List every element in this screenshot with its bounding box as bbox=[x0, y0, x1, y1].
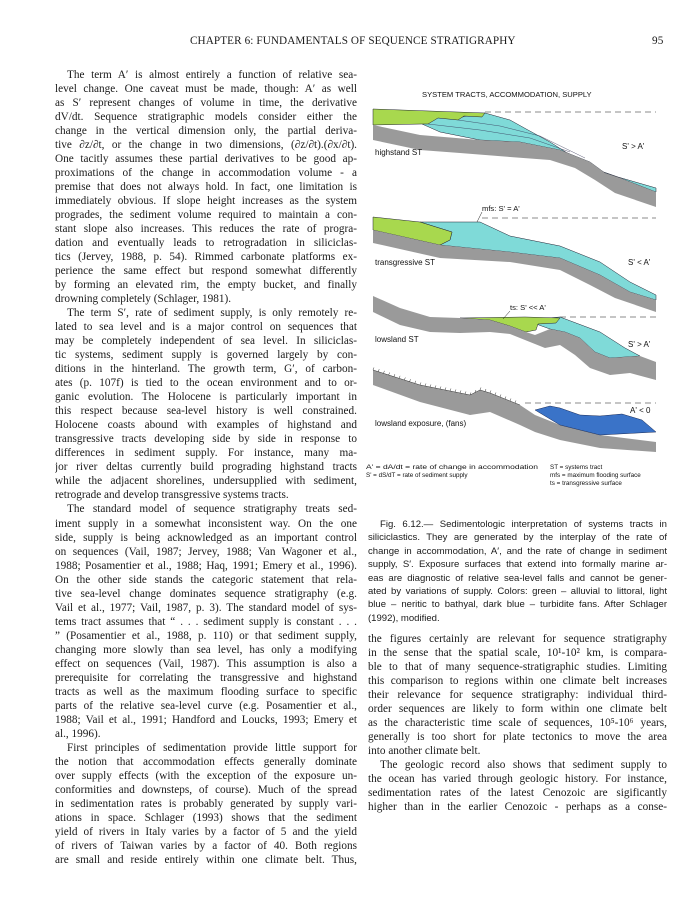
text-line: side, supply is being acknowledged as an important control bbox=[55, 531, 357, 544]
text-line: jor river deltas currently build prograding highstand tracts bbox=[55, 461, 357, 474]
text-line: level change. One caveat must be made, though: A′ as well bbox=[55, 83, 357, 96]
text-line: may be completely independent of sea level. In siliciclas- bbox=[55, 335, 357, 348]
systems-tracts-figure bbox=[360, 80, 660, 500]
text-line: ations in space. Schlager (1993) shows that the sediment bbox=[55, 811, 357, 824]
hatch-tick bbox=[440, 387, 441, 390]
page-number: 95 bbox=[652, 35, 664, 47]
text-line: eas are diagnostic of relative sea-level falls and cannot be gener- bbox=[368, 572, 667, 584]
hatch-tick bbox=[455, 390, 456, 393]
text-line: on sequences (Vail, 1987; Jervey, 1988; Van Wagoner et al., bbox=[55, 545, 357, 558]
panel-highstand bbox=[373, 109, 656, 207]
text-line: siliciclastics. They are generated by the interplay of the rate of bbox=[368, 532, 667, 544]
text-line: ated by variations of supply. Colors: green – alluvial to littoral, light bbox=[368, 585, 667, 597]
text-line: The standard model of sequence stratigraphy treats sed- bbox=[67, 503, 357, 516]
text-line: parts of the relative sea-level curve (e.g. Posamentier et al., bbox=[55, 699, 357, 712]
text-line: tics (Jervey, 1988, p. 54). Rimmed carbonate platforms ex- bbox=[55, 251, 357, 264]
panel-condition: A' < 0 bbox=[630, 406, 651, 415]
text-line: The geologic record also shows that sediment supply to bbox=[380, 759, 667, 772]
panel-label: lowsland ST bbox=[375, 335, 419, 344]
text-line: in the sense that the spatial scale, 10¹-10² km, is compara- bbox=[368, 647, 667, 660]
hatch-tick bbox=[495, 393, 496, 396]
legend-item: S' = dS/dT = rate of sediment supply bbox=[366, 472, 468, 479]
text-line: First principles of sedimentation provide little support for bbox=[67, 741, 357, 754]
text-line: perience the same effect but respond somewhat differently bbox=[55, 265, 357, 278]
text-line: yield of rivers in Italy varies by a factor of 5 and the yield bbox=[55, 825, 357, 838]
text-line: ganic evolution. The Holocene is particularly important in bbox=[55, 391, 357, 404]
text-line: ates (p. 107f) is tied to the ocean environment and to or- bbox=[55, 377, 357, 390]
text-line: ” (Posamentier et al., 1988, p. 110) or that sediment supply, bbox=[55, 629, 357, 642]
text-line: conformities and downsteps, of course). Much of the spread bbox=[55, 783, 357, 796]
text-line: generally is too short for plate tectonics to move the area bbox=[368, 731, 667, 744]
hatch-tick bbox=[425, 384, 426, 387]
text-line: into another climate belt. bbox=[368, 745, 481, 758]
text-line: change in the vertical dimension only, the partial deriva- bbox=[55, 125, 357, 138]
text-line: tems tract assumes that “ . . . sediment supply is constant . . . bbox=[55, 615, 357, 628]
panel-label: transgressive ST bbox=[375, 258, 436, 267]
text-line: Fig. 6.12.— Sedimentologic interpretation of systems tracts in bbox=[380, 519, 667, 530]
hatch-tick bbox=[415, 381, 416, 384]
hatch-tick bbox=[500, 395, 501, 398]
text-line: premise that does not always hold. In fact, one limitation is bbox=[55, 181, 357, 194]
hatch-tick bbox=[389, 373, 390, 376]
panel-label: lowsland exposure, (fans) bbox=[375, 419, 467, 428]
text-line: over supply effects (with the exception of the exposure un- bbox=[55, 769, 357, 782]
hatch-tick bbox=[404, 378, 405, 381]
hatch-tick bbox=[383, 371, 384, 374]
text-line: progrades, the sediment volume required to maintain a con- bbox=[55, 209, 357, 222]
hatch-tick bbox=[515, 401, 516, 404]
text-line: tic systems, sediment supply is governed largely by con- bbox=[55, 349, 357, 362]
figure-caption bbox=[368, 518, 667, 625]
text-line: Holocene coasts abound with examples of highstand and bbox=[55, 419, 357, 432]
text-line: by forming an elevated rim, the empty bucket, and finally bbox=[55, 279, 357, 292]
panel-exposure bbox=[373, 368, 656, 453]
text-line: blue – neritic to bathyal, dark blue – turbidite fans. After Schlager bbox=[368, 599, 667, 611]
text-line: dation and eventually leads to retrogradation in siliciclas- bbox=[55, 237, 357, 250]
hatch-tick bbox=[378, 369, 379, 372]
right-column-text bbox=[368, 632, 667, 814]
text-line: are small and reside entirely within one climate belt. Thus, bbox=[55, 853, 357, 866]
legend-item: ts = transgressive surface bbox=[550, 480, 622, 487]
panel-lowstand bbox=[373, 296, 656, 380]
text-line: change in accommodation, A′, and the rate of change in sediment bbox=[368, 545, 667, 557]
legend-item: mfs = maximum flooding surface bbox=[550, 472, 641, 479]
hatch-tick bbox=[410, 379, 411, 382]
text-line: iment supply in a somewhat inconsistent way. On the one bbox=[55, 517, 357, 530]
hatch-tick bbox=[460, 391, 461, 394]
text-line: the ocean has varied through geologic history. For instance, bbox=[368, 773, 667, 786]
text-line: transgressive tracts developing side by side in response to bbox=[55, 433, 357, 446]
hatch-tick bbox=[420, 383, 421, 386]
text-line: The term A′ is almost entirely a function of relative sea- bbox=[67, 69, 357, 81]
text-line: proximations of the change in accommodation volume - a bbox=[55, 167, 357, 180]
hatch-tick bbox=[435, 386, 436, 389]
panel-condition: S' < A' bbox=[628, 258, 651, 267]
hatch-tick bbox=[465, 392, 466, 395]
text-line: 1988; Posamentier et al., 1988; Haq, 1991; Emery et al., 1996). bbox=[55, 559, 357, 572]
legend-item: A' = dA/dt = rate of change in accommodation bbox=[366, 464, 539, 471]
text-line: the figures certainly are relevant for sequence stratigraphy bbox=[368, 633, 667, 645]
text-line: higher than in the earlier Cenozoic - perhaps as a conse- bbox=[368, 801, 667, 814]
hatch-tick bbox=[450, 389, 451, 392]
text-line: immediately obvious. If slope height increases as the system bbox=[55, 195, 357, 208]
hatch-tick bbox=[430, 385, 431, 388]
text-line: effect on sequences (Vail, 1987). This assumption is also a bbox=[55, 657, 357, 670]
panel-condition: S' > A' bbox=[622, 142, 645, 151]
text-line: stant slope also increases. This reduces the rate of progra- bbox=[55, 223, 357, 236]
text-line: drowning completely (Schlager, 1981). bbox=[55, 293, 232, 306]
hatch-tick bbox=[505, 397, 506, 400]
text-line: ble to that of many sequence-stratigraphic studies. Limiting bbox=[368, 661, 667, 674]
text-line: lated to sea level and is a major control on sequences that bbox=[55, 321, 357, 334]
text-line: dV/dt. Sequence stratigraphic models consider either the bbox=[55, 111, 357, 124]
hatch-tick bbox=[394, 374, 395, 377]
hatch-tick bbox=[510, 399, 511, 402]
panel-transgressive bbox=[373, 204, 656, 312]
text-line: prerequisite for correlating the transgressive and highstand bbox=[55, 671, 357, 684]
text-line: the notion that accommodation effects generally dominate bbox=[55, 755, 357, 768]
text-line: retrograde and develop transgressive systems tracts. bbox=[55, 489, 289, 502]
text-line: al., 1996). bbox=[55, 727, 101, 740]
text-line: while the adjacent shorelines, undersupplied with sediment, bbox=[55, 475, 357, 488]
text-line: 1988; Vail et al., 1991; Handford and Loucks, 1993; Emery et bbox=[55, 713, 357, 726]
text-line: ditions in the hinterland. The growth term, G′, of carbon- bbox=[55, 363, 357, 376]
text-line: On the other side stands the categoric statement that rela- bbox=[55, 573, 357, 586]
text-line: supply, S′. Exposure surfaces that extend into formally marine ar- bbox=[368, 559, 667, 571]
figure-title: SYSTEM TRACTS, ACCOMMODATION, SUPPLY bbox=[422, 90, 592, 99]
hatch-tick bbox=[373, 368, 374, 371]
ts-annotation: ts: S' << A' bbox=[510, 303, 546, 312]
figure-legend bbox=[366, 464, 641, 487]
mfs-annotation: mfs: S' = A' bbox=[482, 204, 520, 213]
hatch-tick bbox=[485, 389, 486, 392]
text-line: (1992), modified. bbox=[368, 612, 440, 624]
panel-condition: S' > A' bbox=[628, 340, 651, 349]
text-line: sedimentation rates of the latest Cenozoic are sigificantly bbox=[368, 787, 667, 800]
text-line: The term S′, rate of sediment supply, is only remotely re- bbox=[67, 307, 357, 320]
legend-item: ST = systems tract bbox=[550, 464, 603, 471]
text-line: this respect because sea-level history is well constrained. bbox=[55, 405, 357, 418]
hatch-tick bbox=[445, 388, 446, 391]
text-line: this comparison to regions within one climate belt increases bbox=[368, 675, 667, 688]
text-line: their relevance for sequence stratigraphy: individual third- bbox=[368, 689, 667, 702]
hatch-tick bbox=[480, 388, 481, 391]
running-head: CHAPTER 6: FUNDAMENTALS OF SEQUENCE STRATIGRAPHY bbox=[190, 35, 516, 47]
text-line: changing more slowly than sea level, has only a modifying bbox=[55, 643, 357, 656]
hatch-tick bbox=[399, 376, 400, 379]
text-line: of rivers of Taiwan varies by a factor of 40. Both regions bbox=[55, 839, 357, 852]
text-line: as the characteristic time scale of sequences, 10⁵-10⁶ years, bbox=[368, 717, 667, 730]
text-line: differences in sediment supply. For instance, many ma- bbox=[55, 447, 357, 460]
text-line: One tacitly assumes these partial derivatives to be good ap- bbox=[55, 153, 357, 166]
text-line: tive sea-level change dominates sequence stratigraphy (e.g. bbox=[55, 587, 357, 600]
text-line: Vail et al., 1977; Vail, 1987, p. 3). The standard model of sys- bbox=[55, 601, 357, 614]
panel-label: highstand ST bbox=[375, 148, 423, 157]
hatch-tick bbox=[490, 391, 491, 394]
text-line: in sedimentation rates is probably generated by supply vari- bbox=[55, 797, 357, 810]
text-line: as S′ represent changes of volume in time, the derivative bbox=[55, 97, 357, 110]
text-line: order sequences are likely to form within one climate belt bbox=[368, 703, 667, 716]
text-line: tive ∂z/∂t, or the change in two dimensions, (∂z/∂t).(∂x/∂t). bbox=[55, 139, 357, 152]
text-line: tracts as well as the maximum flooding surface to specific bbox=[55, 685, 357, 698]
left-column-text bbox=[55, 68, 357, 867]
